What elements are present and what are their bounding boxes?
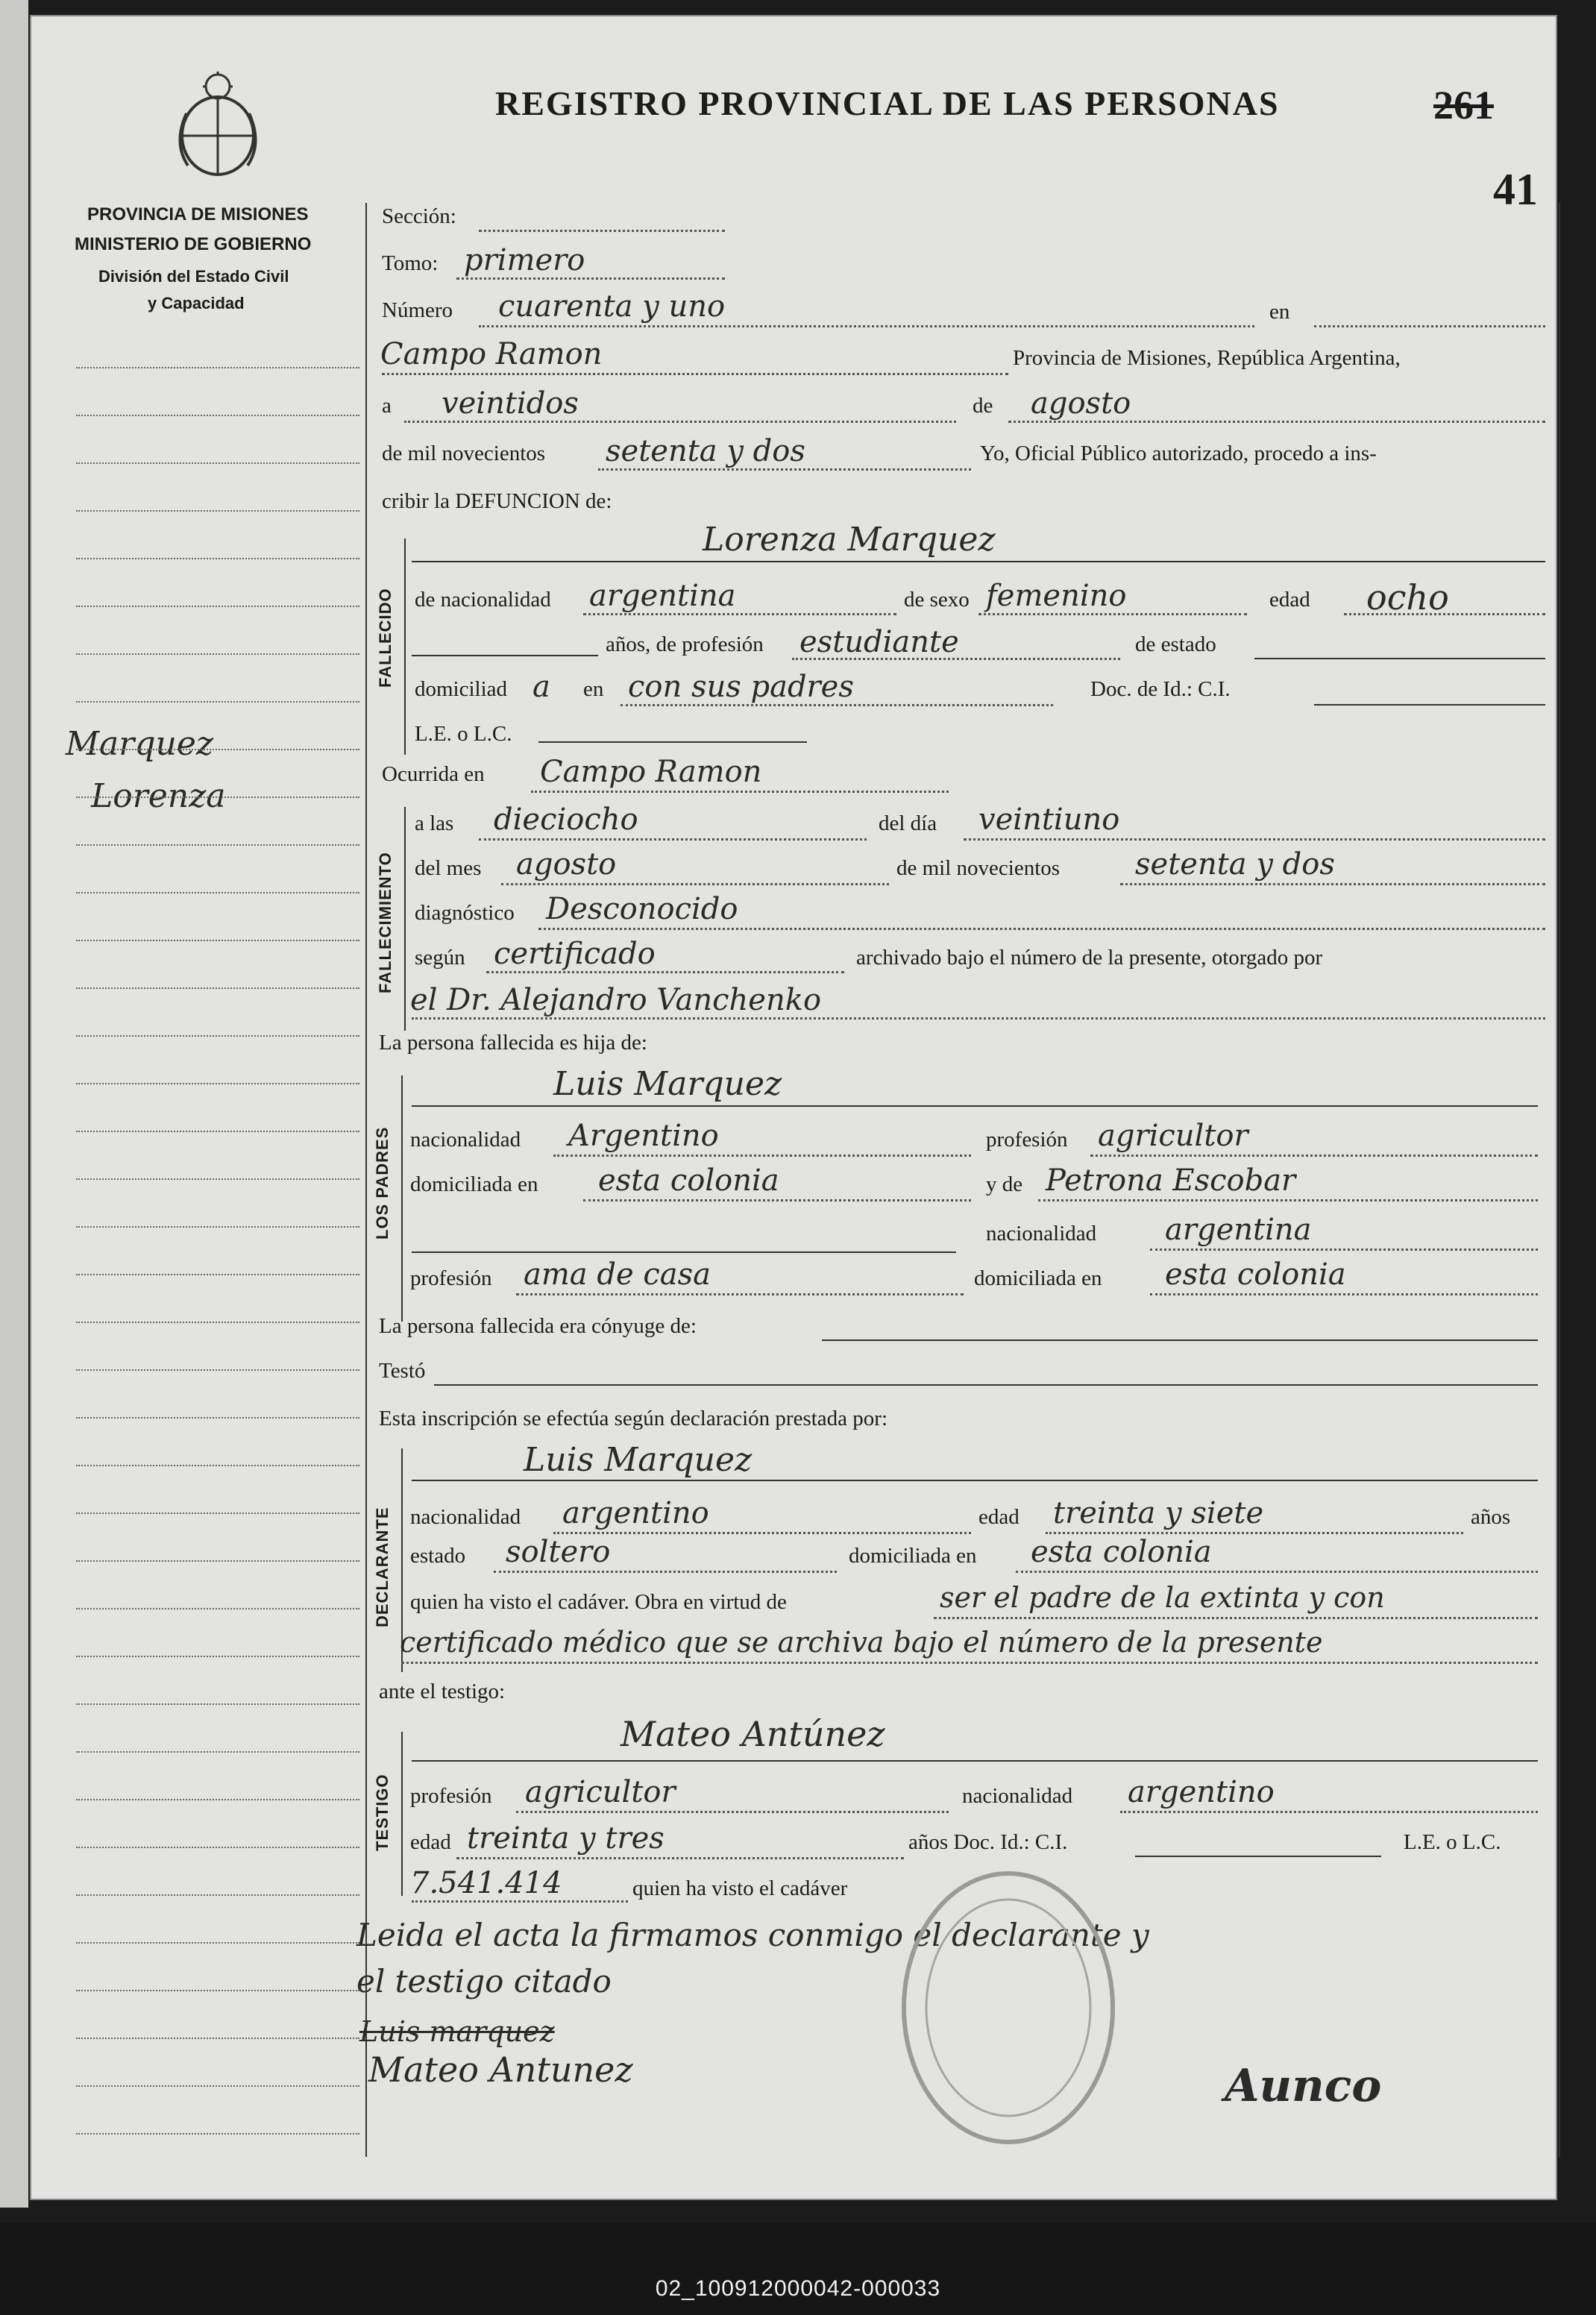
margin-ruled-line	[76, 1894, 359, 1896]
margin-ruled-line	[76, 1465, 359, 1466]
test-prof-value: agricultor	[525, 1775, 676, 1809]
margin-ruled-line	[76, 892, 359, 893]
padre-dom-value: esta colonia	[598, 1163, 779, 1198]
test-nac-line	[1120, 1811, 1538, 1813]
padre-prof-line	[1090, 1155, 1538, 1157]
del-mes-label: del mes	[415, 856, 482, 880]
leida-line-2: el testigo citado	[356, 1963, 612, 2000]
del-dia-label: del día	[879, 811, 937, 835]
ocurrida-label: Ocurrida en	[382, 762, 485, 786]
margin-ruled-line	[76, 2133, 359, 2135]
conyuge-label: La persona fallecida era cónyuge de:	[379, 1314, 697, 1338]
dia-fall-line	[964, 838, 1545, 841]
lugar-line	[382, 373, 1008, 375]
mes-fall-value: agosto	[516, 847, 617, 882]
margin-ruled-line	[76, 940, 359, 941]
nacionalidad-line	[583, 613, 896, 615]
test-prof-line	[516, 1811, 949, 1813]
page-title: REGISTRO PROVINCIAL DE LAS PERSONAS	[495, 84, 1280, 122]
decl-dom-label: domiciliada en	[849, 1544, 977, 1568]
margin-ruled-line	[76, 1178, 359, 1180]
en-label: en	[1269, 300, 1290, 324]
right-rule	[1559, 203, 1560, 2157]
margin-ruled-line	[76, 2038, 359, 2039]
margin-ruled-line	[76, 1035, 359, 1037]
seccion-line	[479, 230, 725, 232]
quien-visto-label: quien ha visto el cadáver. Obra en virtud de	[410, 1590, 787, 1614]
padre-name: Luis Marquez	[553, 1065, 782, 1103]
domicilio-line	[621, 704, 1053, 706]
margin-ruled-line	[76, 1417, 359, 1419]
margin-rule	[365, 203, 367, 2157]
diagnostico-label: diagnóstico	[415, 901, 515, 925]
padre-nac-label: nacionalidad	[410, 1128, 521, 1152]
numero-value: cuarenta y uno	[498, 289, 726, 324]
obra-virtud-value-2: certificado médico que se archiva bajo el número de la presente	[400, 1626, 1323, 1659]
margin-ruled-line	[76, 653, 359, 655]
margin-given-name: Lorenza	[91, 777, 226, 815]
decl-estado-value: soltero	[506, 1535, 611, 1569]
edad-value: ocho	[1366, 577, 1449, 618]
signature-declarante: Luis marquez	[359, 2015, 555, 2048]
numero-label: Número	[382, 298, 453, 322]
mes-fall-line	[501, 883, 889, 885]
test-nac-label: nacionalidad	[962, 1784, 1073, 1808]
margin-ruled-line	[76, 1942, 359, 1944]
edad-line	[1344, 613, 1545, 615]
margin-ruled-line	[76, 510, 359, 512]
margin-ruled-line	[76, 1131, 359, 1132]
fallecimiento-rule	[404, 807, 406, 1031]
testigo-name-line	[412, 1760, 1538, 1762]
test-le-lc-label: L.E. o L.C.	[1404, 1830, 1501, 1854]
capacity-label: y Capacidad	[148, 294, 245, 312]
hora-line	[479, 838, 867, 841]
decl-edad-label: edad	[978, 1505, 1020, 1529]
decl-dom-value: esta colonia	[1031, 1535, 1212, 1569]
padre-name-line	[412, 1105, 1538, 1107]
oficial-label: Yo, Oficial Público autorizado, procedo a ins-	[980, 442, 1377, 465]
fallecido-rule	[404, 538, 406, 755]
madre-prof-value: ama de casa	[524, 1257, 711, 1292]
margin-ruled-line	[76, 1083, 359, 1084]
decl-nac-line	[553, 1532, 971, 1534]
margin-ruled-line	[76, 1226, 359, 1228]
domiciliad-suffix: a	[532, 670, 550, 704]
medico-value: el Dr. Alejandro Vanchenko	[410, 983, 822, 1017]
decl-edad-value: treinta y siete	[1053, 1496, 1264, 1530]
nacionalidad-value: argentina	[589, 579, 736, 613]
margin-ruled-line	[76, 797, 359, 798]
test-edad-value: treinta y tres	[467, 1821, 665, 1856]
provincia-label: Provincia de Misiones, República Argentina,	[1013, 346, 1401, 370]
margin-ruled-line	[76, 701, 359, 703]
signature-testigo: Mateo Antunez	[368, 2049, 633, 2090]
madre-prof-label: profesión	[410, 1266, 492, 1290]
archivado-label: archivado bajo el número de la presente, otorgado por	[856, 946, 1323, 970]
segun-value: certificado	[494, 937, 656, 971]
madre-dom-label: domiciliada en	[974, 1266, 1102, 1290]
official-signature: Aunco	[1225, 2060, 1382, 2112]
de-label: de	[973, 394, 993, 418]
hora-value: dieciocho	[494, 802, 638, 837]
en-line	[1314, 325, 1545, 327]
declarante-name: Luis Marquez	[524, 1441, 753, 1479]
obra-virtud-line	[934, 1617, 1538, 1619]
test-doc-value-line	[412, 1900, 628, 1903]
margin-ruled-line	[76, 1322, 359, 1323]
anos-line	[412, 655, 598, 656]
test-doc-label: años Doc. Id.: C.I.	[908, 1830, 1068, 1854]
domiciliad-label: domiciliad	[415, 677, 508, 701]
madre-prof-line	[516, 1293, 964, 1295]
decl-edad-line	[1046, 1532, 1463, 1534]
anio-value: setenta y dos	[606, 434, 805, 468]
de-mil-label: de mil novecientos	[382, 442, 546, 465]
sexo-value: femenino	[986, 579, 1127, 613]
deceased-name: Lorenza Marquez	[703, 521, 996, 559]
test-doc-line	[1135, 1856, 1381, 1857]
domicilio-value: con sus padres	[628, 670, 854, 704]
madre-name: Petrona Escobar	[1046, 1163, 1296, 1198]
madre-nac-line	[1150, 1248, 1538, 1251]
padre-prof-label: profesión	[986, 1128, 1068, 1152]
margin-ruled-line	[76, 1990, 359, 1991]
inscripcion-label: Esta inscripción se efectúa según declaración prestada por:	[379, 1407, 888, 1430]
mes-value: agosto	[1031, 386, 1131, 421]
doc-id-line	[1314, 704, 1545, 706]
decl-anos-label: años	[1471, 1505, 1511, 1529]
padre-nac-line	[553, 1155, 971, 1157]
margin-ruled-line	[76, 1751, 359, 1753]
section-fallecimiento: FALLECIMIENTO	[376, 852, 395, 993]
margin-ruled-line	[76, 1274, 359, 1275]
sexo-line	[978, 613, 1247, 615]
lugar-value: Campo Ramon	[380, 337, 603, 371]
seccion-label: Sección:	[382, 204, 456, 228]
decl-dom-line	[1016, 1571, 1538, 1573]
margin-ruled-line	[76, 2085, 359, 2087]
test-prof-label: profesión	[410, 1784, 492, 1808]
leida-line-1: Leida el acta la firmamos conmigo el declarante y	[356, 1917, 1149, 1953]
declarante-name-line	[412, 1480, 1538, 1481]
folio-number: 41	[1493, 165, 1538, 214]
madre-dom-line	[1150, 1293, 1538, 1295]
margin-ruled-line	[76, 1513, 359, 1514]
ocurrida-value: Campo Ramon	[540, 755, 762, 789]
nacionalidad-label: de nacionalidad	[415, 588, 551, 612]
testigo-rule	[401, 1732, 403, 1896]
es-hija-label: La persona fallecida es hija de:	[379, 1031, 647, 1055]
conyuge-line	[822, 1339, 1538, 1341]
testo-line	[434, 1384, 1538, 1386]
estado-label: de estado	[1135, 632, 1216, 656]
test-edad-label: edad	[410, 1830, 451, 1854]
section-testigo: TESTIGO	[373, 1774, 392, 1851]
dia-line	[404, 421, 956, 423]
section-padres: LOS PADRES	[373, 1126, 392, 1240]
coat-of-arms-icon	[166, 69, 270, 180]
testo-label: Testó	[379, 1359, 426, 1383]
mes-line	[1008, 421, 1545, 423]
padre-nac-value: Argentino	[568, 1119, 719, 1153]
ante-testigo-label: ante el testigo:	[379, 1680, 506, 1703]
numero-line	[479, 325, 1254, 327]
obra-virtud-line-2	[401, 1662, 1538, 1664]
margin-ruled-line	[76, 606, 359, 607]
dia-fall-value: veintiuno	[978, 802, 1120, 837]
register-page	[30, 15, 1557, 2200]
anio-fall-line	[1120, 883, 1545, 885]
margin-ruled-line	[76, 1703, 359, 1705]
madre-dom-value: esta colonia	[1165, 1257, 1346, 1292]
profesion-value: estudiante	[799, 625, 959, 659]
margin-ruled-line	[76, 367, 359, 368]
previous-page-edge	[0, 0, 28, 2208]
margin-ruled-line	[76, 749, 359, 750]
y-de-label: y de	[986, 1172, 1023, 1196]
madre-nac-value: argentina	[1165, 1213, 1312, 1247]
margin-ruled-line	[76, 1847, 359, 1848]
cribir-label: cribir la DEFUNCION de:	[382, 489, 612, 513]
ministry-label: MINISTERIO DE GOBIERNO	[75, 234, 312, 254]
test-doc-value: 7.541.414	[410, 1866, 562, 1900]
file-id-label: 02_100912000042-000033	[655, 2276, 941, 2301]
padres-rule	[401, 1075, 403, 1322]
margin-ruled-line	[76, 1369, 359, 1371]
edad-label: edad	[1269, 588, 1310, 612]
margin-ruled-line	[76, 1656, 359, 1657]
diagnostico-line	[538, 928, 1545, 930]
le-lc-line	[538, 741, 807, 743]
anio-fall-value: setenta y dos	[1135, 847, 1335, 882]
estado-line	[1254, 658, 1545, 659]
padre-dom-label: domiciliada en	[410, 1172, 538, 1196]
a-las-label: a las	[415, 811, 454, 835]
decl-estado-label: estado	[410, 1544, 466, 1568]
margin-ruled-line	[76, 1799, 359, 1800]
margin-ruled-line	[76, 415, 359, 416]
testigo-name: Mateo Antúnez	[621, 1714, 885, 1754]
le-lc-label: L.E. o L.C.	[415, 722, 512, 746]
decl-nac-value: argentino	[562, 1496, 709, 1530]
profesion-line	[792, 658, 1120, 660]
decl-estado-line	[494, 1571, 837, 1573]
madre-nac-label: nacionalidad	[986, 1222, 1097, 1246]
margin-ruled-line	[76, 1560, 359, 1562]
margin-ruled-line	[76, 1608, 359, 1609]
tomo-value: primero	[464, 243, 585, 277]
folio-old: 261	[1433, 83, 1494, 128]
anos-profesion-label: años, de profesión	[606, 632, 764, 656]
deceased-name-line	[412, 561, 1545, 562]
margin-ruled-line	[76, 558, 359, 559]
quien-visto-2-label: quien ha visto el cadáver	[632, 1876, 848, 1900]
a-label: a	[382, 394, 392, 418]
section-fallecido: FALLECIDO	[376, 588, 395, 688]
decl-nac-label: nacionalidad	[410, 1505, 521, 1529]
doc-id-label: Doc. de Id.: C.I.	[1090, 677, 1231, 701]
en-label-2: en	[583, 677, 604, 701]
test-nac-value: argentino	[1128, 1775, 1275, 1809]
padre-dom-line	[583, 1199, 971, 1202]
obra-virtud-value: ser el padre de la extinta y con	[940, 1581, 1385, 1614]
test-edad-line	[456, 1857, 904, 1859]
section-declarante: DECLARANTE	[373, 1507, 392, 1627]
padre-prof-value: agricultor	[1098, 1119, 1248, 1153]
segun-line	[486, 971, 844, 973]
diagnostico-value: Desconocido	[546, 892, 738, 926]
tomo-label: Tomo:	[382, 251, 439, 275]
margin-ruled-line	[76, 462, 359, 464]
margin-ruled-line	[76, 844, 359, 846]
anio-line	[598, 468, 971, 471]
division-label: División del Estado Civil	[98, 267, 289, 286]
segun-label: según	[415, 946, 465, 970]
ocurrida-line	[531, 791, 949, 793]
official-stamp-icon	[889, 1859, 1128, 2157]
sexo-label: de sexo	[904, 588, 970, 612]
madre-name-line	[1038, 1199, 1538, 1202]
margin-surname: Marquez	[66, 725, 214, 763]
province-label: PROVINCIA DE MISIONES	[87, 204, 309, 224]
dia-value: veintidos	[442, 386, 579, 421]
padres-blank-line	[412, 1251, 956, 1253]
de-mil-nov-label: de mil novecientos	[896, 856, 1061, 880]
medico-line	[412, 1017, 1545, 1020]
tomo-line	[456, 277, 725, 280]
margin-ruled-line	[76, 987, 359, 989]
